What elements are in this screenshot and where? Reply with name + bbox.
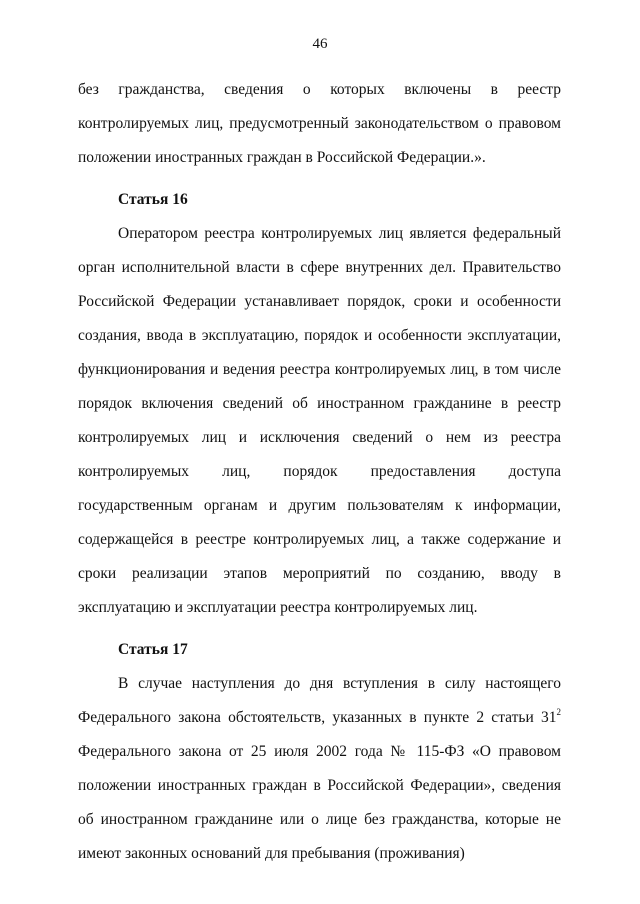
continuation-paragraph: без гражданства, сведения о которых включены в реестр контролируемых лиц, предусмотренный законодательством о правовом положении иностранных граждан в Российской Федерации.».: [78, 81, 561, 166]
article-16-paragraph: Оператором реестра контролируемых лиц является федеральный орган исполнительной власти в сфере внутренних дел. Правительство Российской Федерации устанавливает порядок, сроки и особенности создания, ввода в эксплуатацию, порядок и особенности эксплуатации, функционирования и ведения реестра контролируемых лиц, в том числе порядок включения сведений об иностранном гражданине в реестр контролируемых лиц и исключения сведений о нем из реестра контролируемых лиц, порядок предоставления доступа государственным органам и другим пользователям к информации, содержащейся в реестре контролируемых лиц, а также содержание и сроки реализации этапов мероприятий по созданию, вводу в эксплуатацию и эксплуатации реестра контролируемых лиц.: [78, 225, 561, 616]
article-17-text-part-1: В случае наступления до дня вступления в силу настоящего Федерального закона обстоятельств, указанных в пункте 2 статьи 31: [78, 675, 561, 726]
article-17-text-part-2: Федерального закона от 25 июля 2002 года № 115-ФЗ «О правовом положении иностранных граждан в Российской Федерации», сведения об иностранном гражданине или о лице без гражданства, которые не имеют законных оснований для пребывания (проживания): [78, 743, 561, 862]
article-16-heading: Статья 16: [118, 191, 188, 208]
document-body: [78, 73, 561, 871]
spacer: [78, 175, 561, 183]
spacer: [78, 625, 561, 633]
article-17-heading: Статья 17: [118, 641, 188, 658]
article-17-paragraph: [78, 667, 561, 871]
page-number: 46: [312, 36, 328, 52]
article-number-superscript: 2: [556, 707, 561, 717]
